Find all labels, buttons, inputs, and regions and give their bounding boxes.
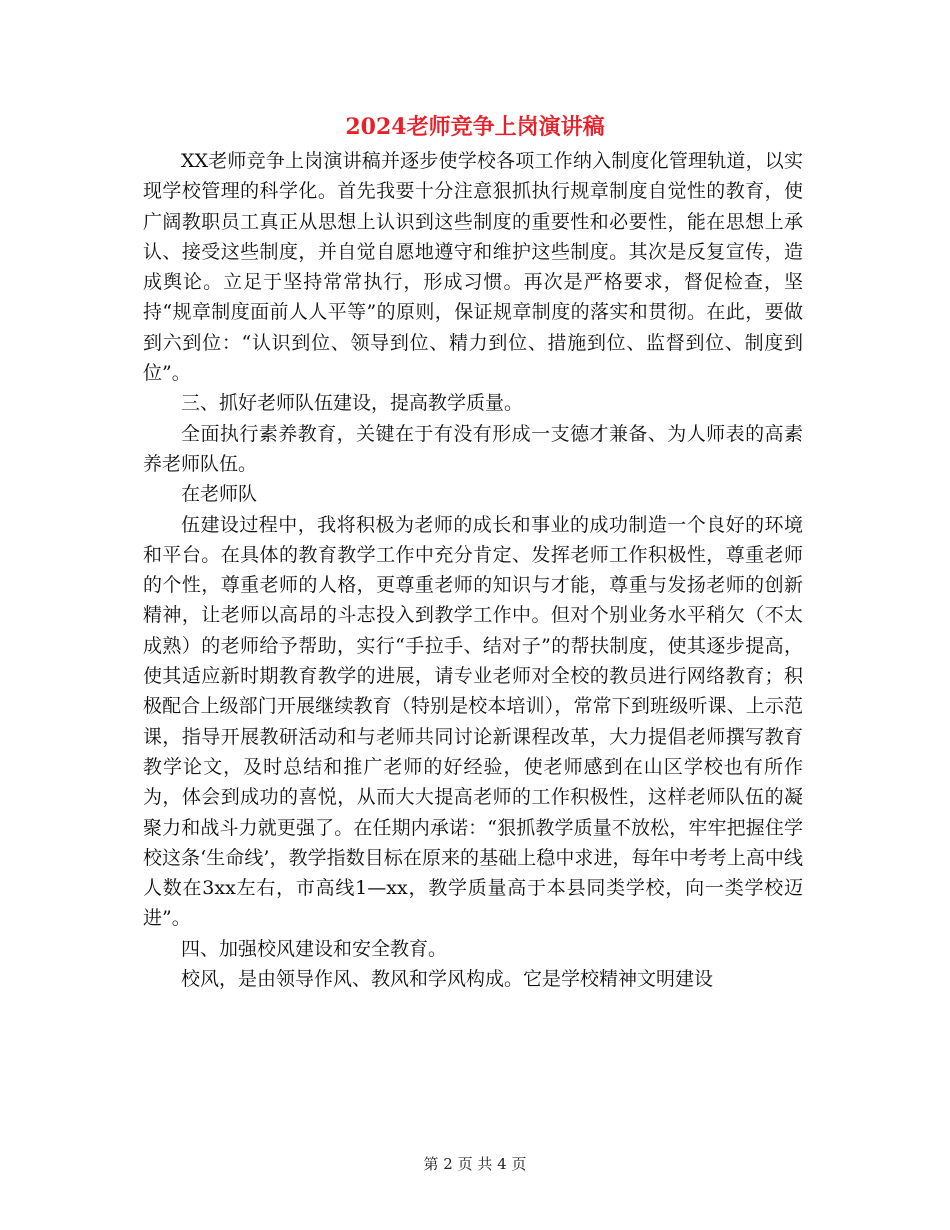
paragraph: 在老师队: [181, 483, 258, 506]
paragraph: 伍建设过程中，我将积极为老师的成长和事业的成功制造一个良好的环境和平台。在具体的教育教学工作中充分肯定、发挥老师工作积极性，尊重老师的个性，尊重老师的人格，更尊重老师的知识与才能，尊重与发扬老师的创新精神，让老师以高昂的斗志投入到教学工作中。但对个别业务水平稍欠（不太成熟）的老师给予帮助，实行“手拉手、结对子”的帮扶制度，使其逐步提高，使其适应新时期教育教学的进展，请专业老师对全校的教员进行网络教育；积极配合上级部门开展继续教育（特别是校本培训），常常下到班级听课、上示范课，指导开展教研活动和与老师共同讨论新课程改革，大力提倡老师撰写教育教学论文，及时总结和推广老师的好经验，使老师感到在山区学校也有所作为，体会到成功的喜悦，从而大大提高老师的工作积极性，这样老师队伍的凝聚力和战斗力就更强了。在任期内承诺：“狠抓教学质量不放松，牢牢把握住学校这条‘生命线’，教学指数目标在原来的基础上稳中求进，每年中考考上高中线人数在3xx左右，市高线1—xx，教学质量高于本县同类学校，向一类学校迈进”。: [143, 513, 803, 930]
paragraph: XX老师竞争上岗演讲稿并逐步使学校各项工作纳入制度化管理轨道，以实现学校管理的科学化。首先我要十分注意狠抓执行规章制度自觉性的教育，使广阔教职员工真正从思想上认识到这些制度的重要性和必要性，能在思想上承认、接受这些制度，并自觉自愿地遵守和维护这些制度。其次是反复宣传，造成舆论。立足于坚持常常执行，形成习惯。再次是严格要求，督促检查，坚持“规章制度面前人人平等”的原则，保证规章制度的落实和贯彻。在此，要做到六到位：“认识到位、领导到位、精力到位、措施到位、监督到位、制度到位”。: [143, 150, 803, 385]
section-heading: 三、抓好老师队伍建设，提高教学质量。: [181, 392, 524, 415]
paragraph: 全面执行素养教育，关键在于有没有形成一支德才兼备、为人师表的高素养老师队伍。: [143, 422, 803, 475]
paragraph: 校风，是由领导作风、教风和学风构成。它是学校精神文明建设: [181, 968, 714, 991]
page-footer: 第 2 页 共 4 页: [423, 1155, 527, 1173]
page-title: 2024老师竞争上岗演讲稿: [345, 114, 605, 140]
section-heading: 四、加强校风建设和安全教育。: [181, 937, 448, 960]
document-body: [143, 146, 803, 994]
